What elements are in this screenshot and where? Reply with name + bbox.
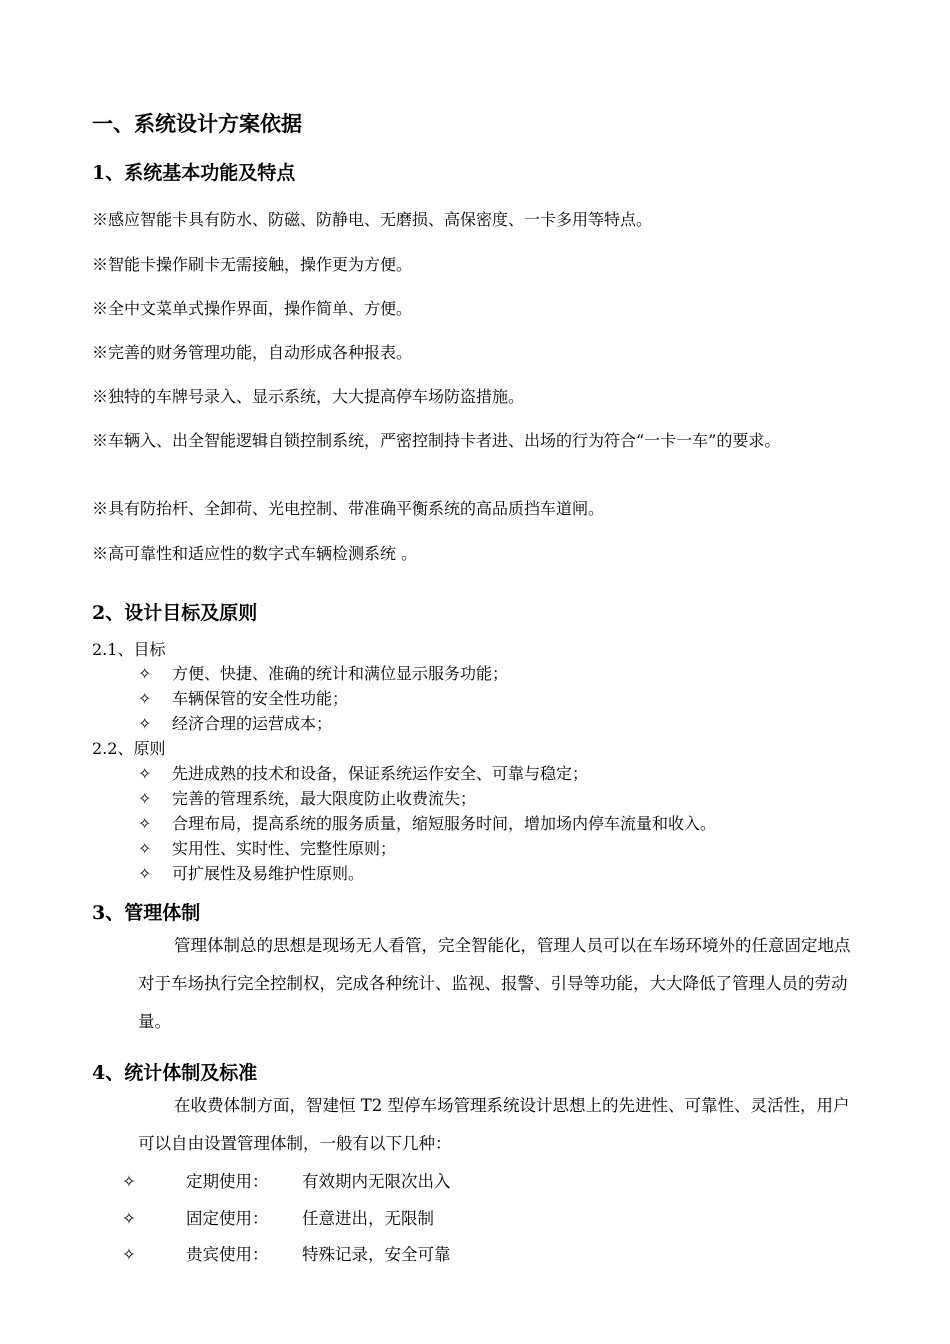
diamond-bullet-icon: ✧ (122, 1172, 136, 1191)
subsection-1-title: 1、系统基本功能及特点 (92, 162, 296, 184)
section-3-title: 3、管理体制 (92, 902, 201, 924)
feature-item: ※全中文菜单式操作界面，操作简单、方便。 (92, 299, 413, 318)
diamond-bullet-icon: ✧ (138, 664, 152, 683)
billing-item: ✧ 定期使用： 有效期内无限次出入 (122, 1172, 451, 1191)
diamond-bullet-icon: ✧ (138, 864, 152, 883)
section-4-title: 4、统计体制及标准 (92, 1062, 258, 1084)
section-3-body: 管理体制总的思想是现场无人看管，完全智能化，管理人员可以在车场环境外的任意固定地点对于车场执行完全控制权，完成各种统计、监视、报警、引导等功能，大大降低了管理人员的劳动量。 (138, 936, 851, 1031)
diamond-bullet-icon: ✧ (122, 1209, 136, 1228)
goal-item: ✧ 方便、快捷、准确的统计和满位显示服务功能； (138, 664, 509, 683)
principle-item: ✧ 合理布局，提高系统的服务质量，缩短服务时间，增加场内停车流量和收入。 (138, 814, 717, 833)
diamond-bullet-icon: ✧ (138, 789, 152, 808)
billing-item: ✧ 贵宾使用： 特殊记录，安全可靠 (122, 1245, 451, 1264)
feature-item: ※车辆入、出全智能逻辑自锁控制系统，严密控制持卡者进、出场的行为符合“一卡一车”的要求。 (92, 431, 781, 450)
diamond-bullet-icon: ✧ (138, 839, 152, 858)
feature-item: ※感应智能卡具有防水、防磁、防静电、无磨损、高保密度、一卡多用等特点。 (92, 210, 653, 229)
diamond-bullet-icon: ✧ (122, 1245, 136, 1264)
feature-item: ※高可靠性和适应性的数字式车辆检测系统 。 (92, 544, 418, 563)
goal-item: ✧ 经济合理的运营成本； (138, 714, 333, 733)
feature-item: ※独特的车牌号录入、显示系统，大大提高停车场防盗措施。 (92, 387, 525, 406)
diamond-bullet-icon: ✧ (138, 764, 152, 783)
principle-item: ✧ 实用性、实时性、完整性原则； (138, 839, 397, 858)
principle-item: ✧ 完善的管理系统，最大限度防止收费流失； (138, 789, 477, 808)
diamond-bullet-icon: ✧ (138, 814, 152, 833)
feature-item: ※完善的财务管理功能，自动形成各种报表。 (92, 343, 413, 362)
principle-item: ✧ 先进成熟的技术和设备，保证系统运作安全、可靠与稳定； (138, 764, 589, 783)
diamond-bullet-icon: ✧ (138, 689, 152, 708)
section-2-title: 2、设计目标及原则 (92, 602, 258, 624)
feature-item: ※具有防抬杆、全卸荷、光电控制、带准确平衡系统的高品质挡车道闸。 (92, 499, 605, 518)
feature-item: ※智能卡操作刷卡无需接触，操作更为方便。 (92, 255, 413, 274)
billing-item: ✧ 固定使用： 任意进出，无限制 (122, 1209, 434, 1228)
goal-label: 2.1、目标 (92, 640, 166, 659)
principle-label: 2.2、原则 (92, 739, 166, 758)
goal-item: ✧ 车辆保管的安全性功能； (138, 689, 349, 708)
section-4-body: 在收费体制方面，智建恒 T2 型停车场管理系统设计思想上的先进性、可靠性、灵活性，用户可以自由设置管理体制，一般有以下几种： (138, 1096, 850, 1153)
principle-item: ✧ 可扩展性及易维护性原则。 (138, 864, 365, 883)
section-1-title: 一、系统设计方案依据 (92, 111, 302, 136)
diamond-bullet-icon: ✧ (138, 714, 152, 733)
